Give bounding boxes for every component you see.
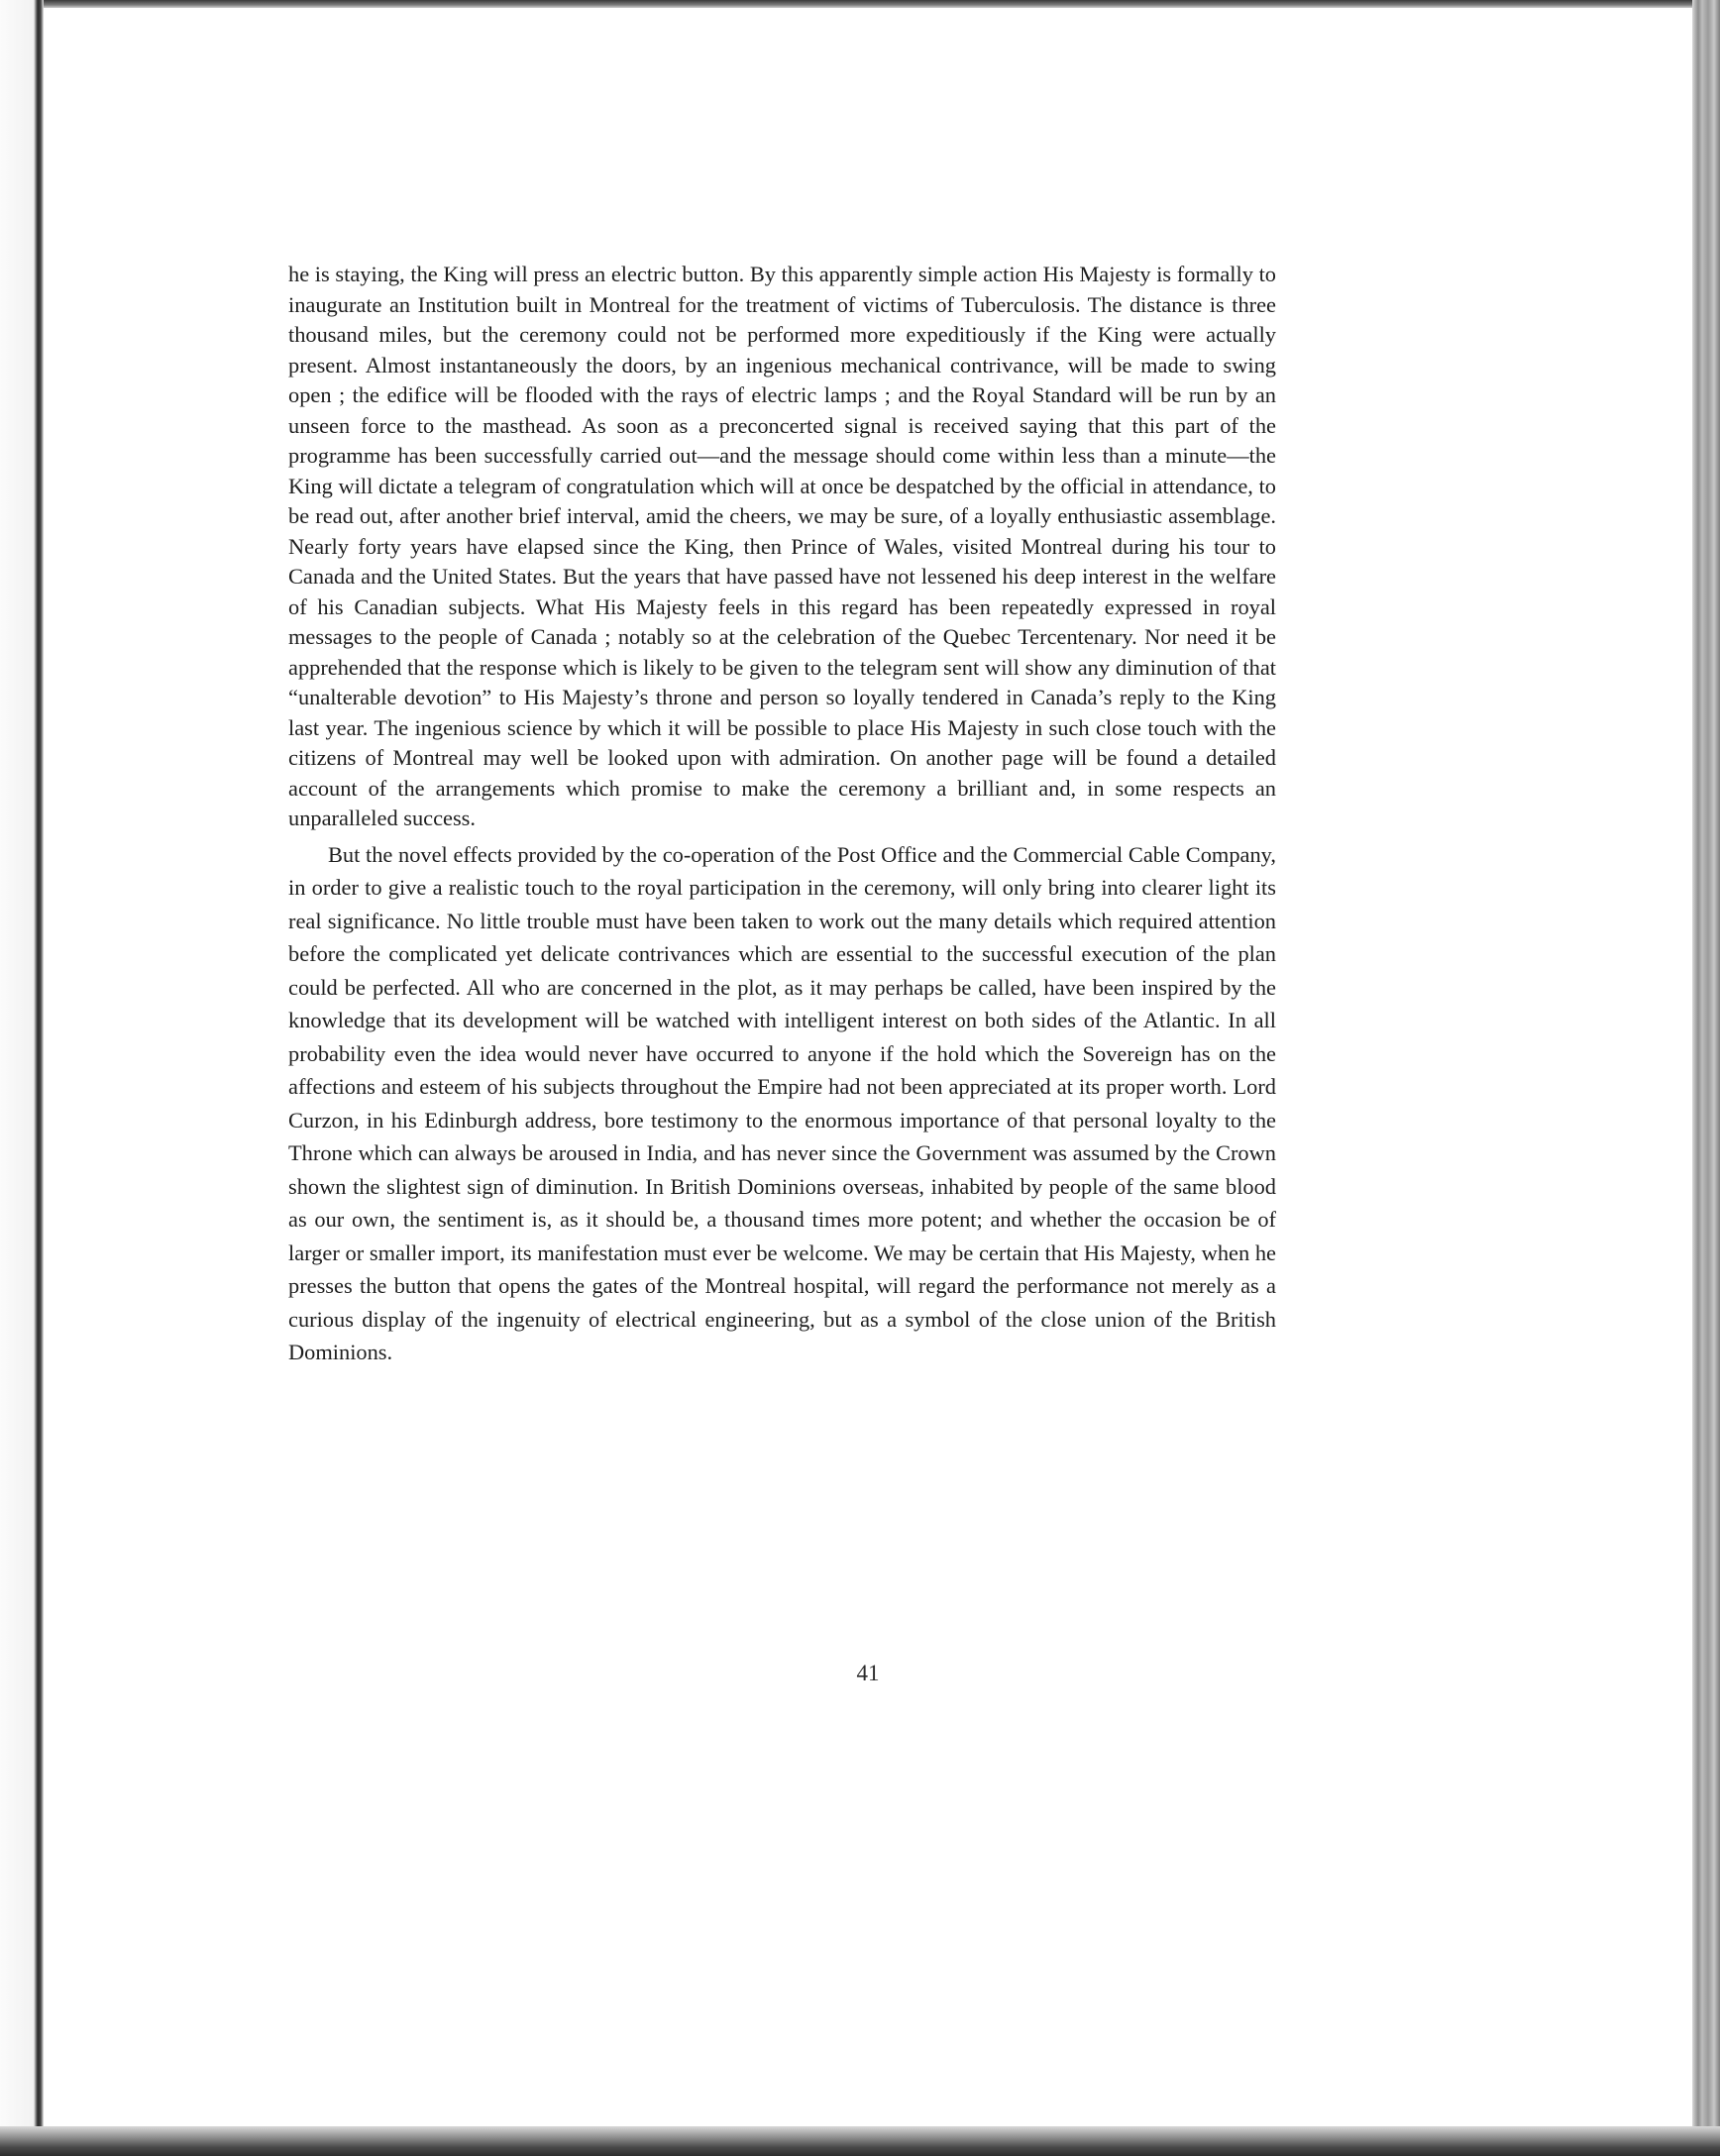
scan-binding-gutter (0, 0, 44, 2156)
paragraph-1: he is staying, the King will press an electric button. By this apparently simple action His Majesty is formally to inaugurate an Institution built in Montreal for the treatment of victims of Tuberculosis. The distance is three thousand miles, but the ceremony could not be performed more expeditiously if the King were actually present. Almost instantaneously the doors, by an ingenious mechanical contrivance, will be made to swing open ; the edifice will be flooded with the rays of electric lamps ; and the Royal Standard will be run by an unseen force to the masthead. As soon as a preconcerted signal is received saying that this part of the programme has been successfully carried out—and the message should come within less than a minute—the King will dictate a telegram of congratulation which will at once be despatched by the official in attendance, to be read out, after another brief interval, amid the cheers, we may be sure, of a loyally enthusiastic assemblage. Nearly forty years have elapsed since the King, then Prince of Wales, visited Montreal during his tour to Canada and the United States. But the years that have passed have not lessened his deep interest in the welfare of his Canadian subjects. What His Majesty feels in this regard has been repeatedly expressed in royal messages to the people of Canada ; notably so at the celebration of the Quebec Tercentenary. Nor need it be apprehended that the response which is likely to be given to the telegram sent will show any diminution of that “unalterable devotion” to His Majesty’s throne and person so loyally tendered in Canada’s reply to the King last year. The ingenious science by which it will be possible to place His Majesty in such close touch with the citizens of Montreal may well be looked upon with admiration. On another page will be found a detailed account of the arrangements which promise to make the ceremony a brilliant and, in some respects an unparalleled success. (288, 262, 1276, 830)
page-number: 41 (856, 1661, 880, 1685)
scan-bottom-edge (0, 2126, 1720, 2156)
scan-top-edge (0, 0, 1720, 8)
body-text (288, 260, 1276, 1369)
paragraph-2: But the novel effects provided by the co-operation of the Post Office and the Commercial Cable Company, in order to give a realistic touch to the royal participation in the ceremony, will only bring into clearer light its real significance. No little trouble must have been taken to work out the many details which required attention before the complicated yet delicate contrivances which are essential to the successful execution of the plan could be perfected. All who are concerned in the plot, as it may perhaps be called, have been inspired by the knowledge that its development will be watched with intelligent interest on both sides of the Atlantic. In all probability even the idea would never have occurred to anyone if the hold which the Sovereign has on the affections and esteem of his subjects throughout the Empire had not been appreciated at its proper worth. Lord Curzon, in his Edinburgh address, bore testimony to the enormous importance of that personal loyalty to the Throne which can always be aroused in India, and has never since the Government was assumed by the Crown shown the slightest sign of diminution. In British Dominions overseas, inhabited by people of the same blood as our own, the sentiment is, as it should be, a thousand times more potent; and whether the occasion be of larger or smaller import, its manifestation must ever be welcome. We may be certain that His Majesty, when he presses the button that opens the gates of the Montreal hospital, will regard the performance not merely as a curious display of the ingenuity of electrical engineering, but as a symbol of the close union of the British Dominions. (288, 841, 1276, 1364)
book-page (44, 8, 1692, 2126)
scan-right-page-edges (1692, 0, 1720, 2156)
